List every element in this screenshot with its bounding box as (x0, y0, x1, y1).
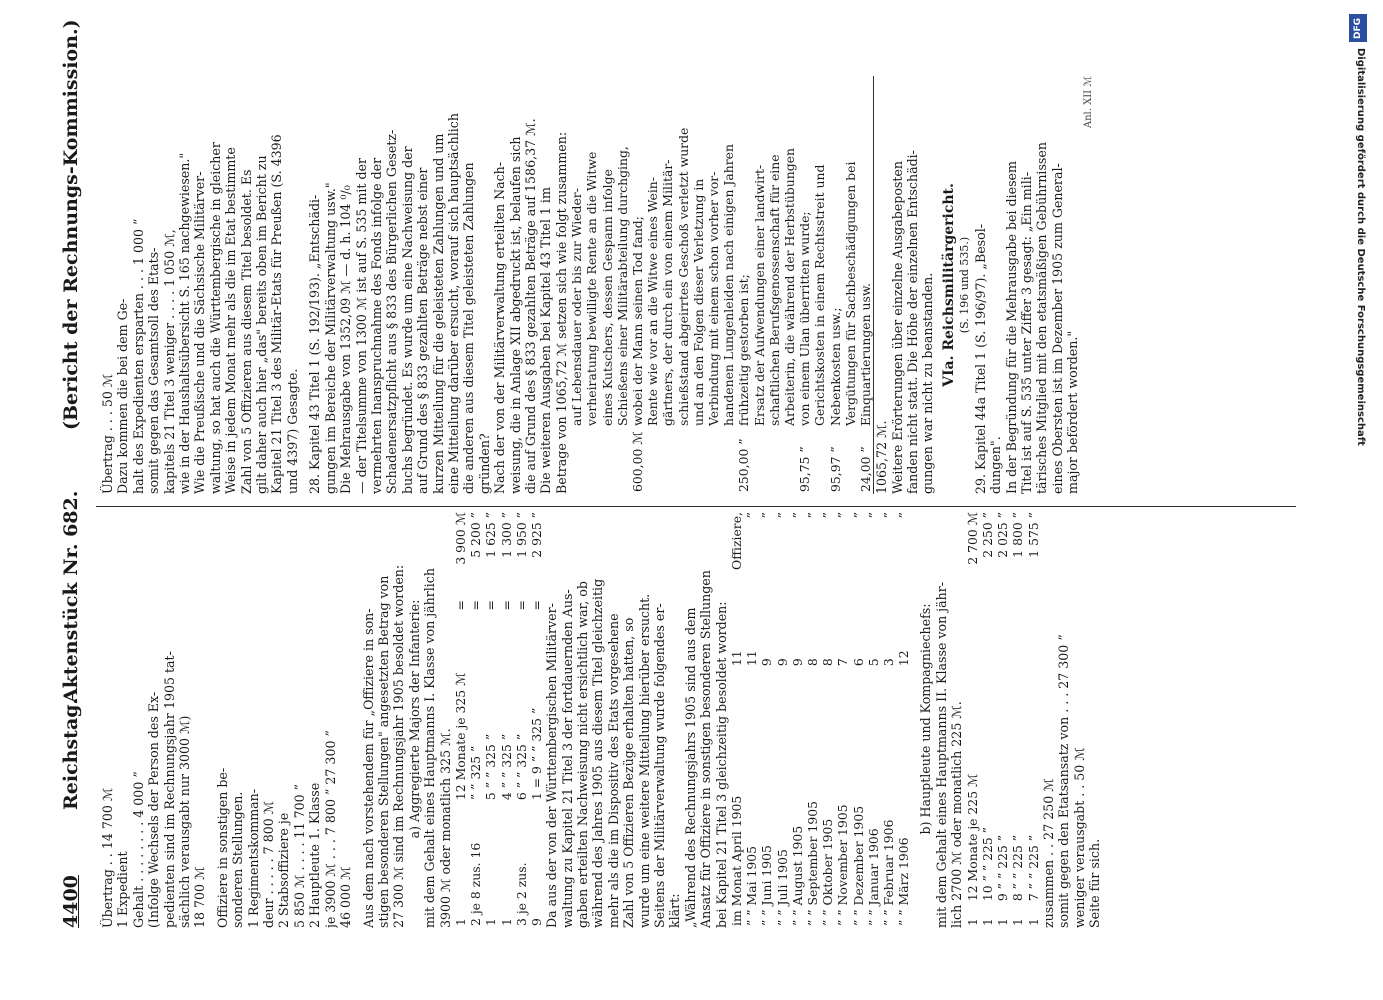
table-cell: 2 250 ” (979, 512, 995, 558)
item-amount (676, 428, 691, 494)
items-total: 1065,72 ℳ. (873, 76, 889, 494)
header-left: Reichstag. (60, 697, 82, 810)
table-row (529, 510, 544, 928)
item-text: Verbindung mit einem schon vorher vor- (706, 171, 722, 426)
table-cell: 1 (1025, 918, 1041, 926)
table-cell: 11 (744, 650, 760, 667)
table-cell: 3 900 ℳ (452, 512, 468, 565)
item-amount (812, 428, 827, 494)
table-cell: Offiziere, (729, 512, 745, 570)
text-line: „Während des Rechnungsjahrs 1905 sind aus dem (682, 607, 698, 928)
item-amount: 250,00 ” (736, 438, 752, 492)
table-cell: 1 950 ” (513, 512, 529, 558)
left-intro (100, 510, 208, 928)
text-line: gaben erteilten Nachweisung nicht ersichtlich war, ob (574, 581, 590, 928)
item-amount (600, 428, 615, 494)
right-column (100, 76, 1096, 494)
table-cell: 2 700 ℳ (964, 512, 980, 565)
table-cell: 4 ” ” 325 ” (498, 733, 514, 801)
table-cell: ” ” Oktober 1905 (820, 818, 836, 926)
table-row (499, 510, 514, 928)
table-row (615, 76, 630, 494)
table-cell: 12 Monate je 225 ℳ (964, 773, 980, 902)
item-amount (721, 428, 736, 494)
table-cell: 6 ” ” 325 ” (513, 733, 529, 801)
table-cell: 2 025 ” (995, 512, 1011, 558)
text-line: klärt: (667, 893, 683, 928)
table-row (752, 76, 767, 494)
text-line: (Infolge Wechsels der Person des Ex- (146, 691, 162, 928)
item-amount: 95,75 ” (797, 446, 813, 492)
item-amount (615, 428, 630, 494)
text-line: Dazu kommen die bei dem Ge- (115, 298, 131, 494)
table-row (805, 510, 820, 928)
text-line: Weise in jedem Monat mehr als die im Etat bestimmte (223, 147, 239, 494)
paragraph (890, 76, 936, 494)
text-line: Zahl von 5 Offizieren aus diesem Titel besoldet. Es (238, 169, 254, 494)
text-line: 2 Stabsoffiziere je (276, 812, 292, 928)
text-line: stigen besonderen Stellungen" angesetzten Betrag von (375, 575, 391, 928)
text-line: In der Begründung für die Mehrausgabe bei diesem (1003, 161, 1019, 494)
table-cell: ” (820, 512, 836, 519)
table-row (483, 510, 498, 928)
text-line: Übertrag . . . 50 ℳ (100, 373, 115, 494)
table-row (453, 510, 468, 928)
table-row (676, 76, 691, 494)
table-cell: 3 (881, 658, 897, 667)
item-amount (706, 428, 721, 494)
table-cell: 12 Monate je 325 ℳ (452, 672, 468, 801)
text-line: halt des Expedienten ersparten . . . 1 000 ” (130, 218, 146, 494)
page-number: 4400 (60, 875, 82, 928)
item-text: schießstand abgeirrtes Geschoß verletzt wurde (675, 127, 691, 426)
table-cell: 1 300 ” (498, 512, 514, 558)
table-cell: = (528, 600, 544, 611)
item-amount: 24,00 ” (858, 446, 874, 492)
table-row (782, 76, 797, 494)
table-cell: 7 (835, 658, 851, 667)
table-cell: 1 625 ” (483, 512, 499, 558)
table-row (706, 76, 721, 494)
text-line: somit gegen den Etatsansatz von . . . 27 300 ” (1056, 634, 1072, 928)
table-row (691, 76, 706, 494)
text-line: Übertrag . . 14 700 ℳ (100, 787, 115, 928)
item-amount (752, 428, 767, 494)
table-cell: 1 (452, 918, 468, 926)
item-text: Gerichtskosten in einem Rechtsstreit und (812, 164, 828, 426)
table-cell: = (513, 600, 529, 611)
table-cell: 1 575 ” (1025, 512, 1041, 558)
table-cell: 9 (789, 658, 805, 667)
item-text: handenen Lungenleiden nach einigen Jahren (721, 144, 737, 426)
column-divider (96, 506, 1296, 507)
table-cell: 1 (995, 918, 1011, 926)
table-cell: = (468, 600, 484, 611)
table-cell: 1 = 9 ” ” 325 ” (528, 707, 544, 801)
item-text: Rente wie vor an die Witwe eines Wein- (645, 177, 661, 426)
text-line: Zahl von 5 Offizieren Bezüge erhalten hatten, so (621, 617, 637, 928)
item-amount (691, 428, 706, 494)
table-row (775, 510, 790, 928)
item-amount (660, 428, 675, 494)
item-text: Nebenkosten usw.; (827, 307, 843, 426)
table-cell: ” ” 325 ” (468, 745, 484, 801)
table-cell: im Monat April 1905 (729, 795, 745, 926)
text-line: weisung, die in Anlage XII abgedruckt ist, belaufen sich (507, 136, 523, 494)
text-line: lich 2700 ℳ oder monatlich 225 ℳ. (949, 701, 965, 928)
item-text: Ersatz der Aufwendungen einer landwirt- (751, 164, 767, 426)
table-cell: ” ” Januar 1906 (865, 828, 881, 926)
text-line: gungen war nicht zu beanstanden. (920, 272, 936, 494)
item-amount (569, 428, 584, 494)
table-cell: 5 200 ” (468, 512, 484, 558)
table-row (820, 510, 835, 928)
table-row (881, 510, 896, 928)
text-line: tärisches Mitglied mit den etatsmäßigen Gebührnissen (1034, 142, 1050, 494)
table-row (721, 76, 736, 494)
table-cell: ” ” Juni 1905 (759, 845, 775, 926)
table-cell: 10 ” ” 225 ” (979, 826, 995, 902)
item-text: Vergütungen für Sachbeschädigungen bei (842, 161, 858, 426)
table-row (835, 510, 850, 928)
text-line: Schadenersatzpflicht aus § 833 des Bürgerlichen Gesetz- (384, 129, 400, 494)
paragraph-29 (973, 76, 1081, 494)
section-heading: VIa. Reichsmilitärgericht. (940, 183, 957, 387)
page-header (60, 19, 92, 928)
table-cell: ” (850, 512, 866, 519)
table-cell: ” (896, 512, 912, 519)
table-cell: 9 (528, 918, 544, 926)
text-line: Die weiteren Ausgaben bei Kapitel 43 Titel 1 im (538, 187, 554, 494)
table-row (514, 510, 529, 928)
table-row (759, 510, 774, 928)
totals (1041, 510, 1103, 928)
table-cell: ” (759, 512, 775, 519)
table-row (584, 76, 599, 494)
table-row (729, 510, 744, 928)
section-subheading: (S. 196 und 535.) (958, 236, 972, 334)
item-amount: 600,00 ℳ (630, 431, 645, 492)
table-cell: 5 (865, 658, 881, 667)
item-text: verheiratung bewilligte Rente an die Witwe (584, 151, 600, 426)
text-line: Seitens der Militärverwaltung wurde folgendes er- (652, 603, 667, 928)
text-line: je 3900 ℳ . . . 7 800 ” 27 300 ” (322, 730, 338, 928)
table-cell: 3 je 2 zus. (513, 862, 529, 926)
text-line: Offiziere in sonstigen be- (214, 767, 230, 928)
table-cell: 5 ” ” 325 ” (483, 733, 499, 801)
text-line: waltung zu Kapitel 21 Titel 3 der fortdauernden Aus- (559, 589, 575, 928)
text-line: dungen". (988, 436, 1004, 494)
text-line: Wie die Preußische und die Sächsische Militärver- (192, 171, 208, 494)
table-row (866, 510, 881, 928)
table-cell: 9 (759, 658, 775, 667)
header-middle: Aktenstück Nr. 682. (60, 490, 82, 703)
digitization-credit: Digitalisierung gefördert durch die Deutsche Forschungsgemeinschaft (1355, 48, 1366, 446)
item-text: und an den Folgen dieser Verletzung in (690, 178, 706, 426)
section-b-title: b) Hauptleute und Kompagniechefs: (918, 603, 934, 835)
table-cell: 9 ” ” 225 ” (995, 834, 1011, 902)
table-row (843, 76, 858, 494)
text-line: die auf Grund des § 833 gezahlten Beträge auf 1586,37 ℳ. (522, 118, 538, 494)
table-cell: = (498, 600, 514, 611)
text-line: Die Mehrausgabe von 1352,09 ℳ — d. h. 104 ⁰/₀ (338, 185, 354, 494)
text-line: gilt daher auch hier „das" bereits oben im Bericht zu (254, 155, 270, 494)
table-row (600, 76, 615, 494)
table-cell: 2 je 8 zus. 16 (468, 842, 484, 926)
table-row (858, 76, 873, 494)
table-cell: ” ” Mai 1905 (744, 845, 760, 926)
table-cell: ” ” März 1906 (896, 837, 912, 926)
text-line: 1 Expedient (115, 851, 131, 928)
table-cell: ” (805, 512, 821, 519)
text-line: Seite für sich. (1086, 838, 1102, 928)
item-text: Schießens einer Militärabteilung durchging, (614, 146, 630, 426)
text-line: Ansatz für Offiziere in sonstigen besonderen Stellungen (698, 570, 714, 928)
table-cell: 2 925 ” (528, 512, 544, 558)
text-line: wie in der Haushaltsübersicht S. 165 nachgewiesen." (177, 152, 193, 494)
table-cell: 6 (850, 658, 866, 667)
text-line: vermehrten Inanspruchnahme des Fonds infolge der (368, 157, 384, 494)
text-line: buchs begründet. Es wurde um eine Nachweisung der (399, 146, 415, 494)
table-cell: ” ” Juli 1905 (774, 849, 790, 926)
table-row (736, 76, 751, 494)
table-row (630, 76, 645, 494)
text-line: zusammen . . 27 250 ℳ (1040, 778, 1056, 928)
table-cell: 1 (964, 918, 980, 926)
table-b (965, 510, 1041, 928)
table-cell: ” ” September 1905 (805, 800, 821, 926)
table-row (896, 510, 911, 928)
item-amount (782, 428, 797, 494)
text-line: wurde um eine weitere Mitteilung hierüber ersucht. (636, 593, 652, 928)
text-line: während des Jahres 1905 aus diesem Titel gleichzeitig (590, 578, 606, 928)
item-text: schaftlichen Berufsgenossenschaft für eine (766, 154, 782, 426)
text-line: deur . . . . . 7 800 ℳ (261, 800, 277, 928)
months-table (729, 510, 911, 928)
table-cell: 1 800 ” (1010, 512, 1026, 558)
table-cell: ” (865, 512, 881, 519)
right-top (100, 76, 300, 494)
table-cell: ” (789, 512, 805, 519)
text-line: 28. Kapitel 43 Titel 1 (S. 192/193). „Entschädi- (307, 194, 323, 494)
item-amount (843, 428, 858, 494)
table-cell: ” ” August 1905 (789, 825, 805, 926)
text-line: — der Titelsumme von 1300 ℳ ist auf S. 535 mit der (353, 158, 369, 494)
text-line: somit gegen das Gesamtsoll des Etats- (146, 247, 162, 494)
margin-note: Anl. XII ℳ (1082, 76, 1094, 129)
table-row (995, 510, 1010, 928)
table-cell: ” ” Februar 1906 (881, 819, 897, 926)
table-cell: 1 (979, 918, 995, 926)
text-line: 3900 ℳ oder monatlich 325 ℳ. (437, 728, 453, 928)
table-cell: 7 ” ” 225 ” (1025, 834, 1041, 902)
text-line: weniger verausgabt . . 50 ℳ (1071, 747, 1087, 928)
text-line: sonderen Stellungen. (230, 791, 246, 928)
text-line: waltung, so hat auch die Württembergische in gleicher (207, 142, 223, 494)
text-line: 5 850 ℳ . . . . 11 700 ” (291, 783, 307, 928)
table-cell: 1 (483, 918, 499, 926)
text-line: bei Kapitel 21 Titel 3 gleichzeitig besoldet worden: (713, 601, 729, 928)
text-line: Betrage von 1065,72 ℳ setzen sich wie folgt zusammen: (553, 131, 569, 494)
left-column (100, 510, 1102, 928)
table-cell: 8 ” ” 225 ” (1010, 834, 1026, 902)
item-amount (584, 428, 599, 494)
text-line: gungen im Bereiche der Militärverwaltung usw." (322, 182, 338, 494)
text-line: 1 Regimentskomman- (245, 788, 261, 928)
text-line: Weitere Erörterungen über einzelne Ausgabeposten (889, 161, 905, 494)
table-row (851, 510, 866, 928)
paragraph (544, 510, 729, 928)
table-cell: 1 (1010, 918, 1026, 926)
text-line: die anderen aus diesem Titel geleisteten Zahlungen (461, 162, 477, 494)
paragraph-28 (307, 76, 569, 494)
text-line: eines Obersten ist im Dezember 1905 zum General- (1049, 163, 1065, 494)
section-a-text (422, 510, 453, 928)
table-cell: 1 (498, 918, 514, 926)
table-cell: ” (835, 512, 851, 519)
table-row (1010, 510, 1025, 928)
text-line: 27 300 ℳ sind im Rechnungsjahr 1905 besoldet worden: (391, 564, 407, 928)
table-row (468, 510, 483, 928)
header-right: (Bericht der Rechnungs-Kommission.) (60, 19, 82, 430)
text-line: Kapitel 21 Titel 3 des Militär-Etats für Preußen (S. 4396 (269, 134, 285, 494)
text-line: fanden nicht statt. Die Höhe der einzelnen Entschädi- (905, 150, 921, 494)
item-amount (767, 428, 782, 494)
table-row (767, 76, 782, 494)
item-text: Einquartierungen usw. (858, 283, 874, 426)
dfg-logo: DFG (1349, 14, 1367, 42)
table-row (744, 510, 759, 928)
table-cell: ” (774, 512, 790, 519)
text-line: 18 700 ℳ (192, 866, 208, 928)
text-line: gründen? (476, 433, 492, 494)
item-amount (645, 428, 660, 494)
items-table (569, 76, 873, 494)
text-line: 29. Kapitel 44a Titel 1 (S. 196/97). „Besol- (972, 224, 988, 494)
table-row (980, 510, 995, 928)
item-text: wobei der Mann seinen Tod fand; (630, 216, 645, 426)
table-cell: ” ” November 1905 (835, 804, 851, 926)
table-cell: = (452, 600, 468, 611)
text-line: major befördert worden." (1065, 330, 1081, 494)
section-b-text (934, 510, 965, 928)
item-text: gärtners, der durch ein von einem Militär- (660, 159, 676, 426)
item-text: auf Lebensdauer oder bis zur Wieder- (569, 188, 585, 426)
text-line: mehr als die im Dispositiv des Etats vorgesehene (605, 613, 621, 928)
text-line: Gehalt . . . . . . . . 4 000 ” (130, 771, 146, 928)
text-line: 2 Hauptleute 1. Klasse (307, 782, 323, 928)
text-line: 46 000 ℳ (338, 866, 354, 928)
text-line: und 4397) Gesagte. (284, 368, 300, 494)
table-cell: 9 (774, 658, 790, 667)
table-row (790, 510, 805, 928)
text-line: mit dem Gehalt eines Hauptmanns I. Klasse von jährlich (422, 568, 438, 928)
table-cell: ” (744, 512, 760, 519)
table-cell: 8 (805, 658, 821, 667)
item-text: frühzeitig gestorben ist; (736, 274, 752, 426)
table-cell: ” (881, 512, 897, 519)
table-row (660, 76, 675, 494)
item-text: Arbeiterin, die während der Herbstübungen (782, 148, 798, 426)
paragraph (361, 510, 407, 928)
table-cell: 11 (729, 650, 745, 667)
text-line: mit dem Gehalt eines Hauptmanns II. Klasse von jähr- (933, 582, 949, 928)
table-row (797, 76, 812, 494)
text-line: eine Mitteilung darüber ersucht, worauf sich hauptsächlich (445, 113, 461, 494)
table-row (1026, 510, 1041, 928)
officers-list (215, 510, 354, 928)
text-line: kurzen Mitteilung für die geleisteten Zahlungen und um (430, 133, 446, 494)
item-text: von einem Ulan überritten wurde; (797, 211, 813, 426)
text-line: auf Grund des § 833 gezahlten Beträge nebst einer (415, 167, 431, 494)
text-line: Aus dem nach vorstehendem für „Offiziere in son- (360, 608, 376, 928)
text-line: pedienten sind im Rechnungsjahr 1905 tat- (161, 651, 177, 928)
text-line: sächlich verausgabt nur 3000 ℳ) (177, 715, 193, 928)
table-a (453, 510, 544, 928)
text-line: kapitels 21 Titel 3 weniger . . . . 1 050 ℳ, (161, 229, 177, 494)
table-cell: ” ” Dezember 1905 (850, 805, 866, 926)
text-line: Nach der von der Militärverwaltung erteilten Nach- (492, 161, 508, 494)
text-line: Titel ist auf S. 535 unter Ziffer 3 gesagt: „Ein mili- (1018, 171, 1034, 494)
text-line: Da aus der von der Württembergischen Militärver- (544, 603, 560, 928)
table-cell: 12 (896, 650, 912, 667)
table-row (569, 76, 584, 494)
section-a-title: a) Aggregierte Majors der Infanterie: (406, 599, 422, 839)
table-row (828, 76, 843, 494)
item-amount: 95,97 ” (827, 446, 843, 492)
table-cell: = (483, 600, 499, 611)
table-row (645, 76, 660, 494)
table-row (965, 510, 980, 928)
table-cell: 8 (820, 658, 836, 667)
table-row (812, 76, 827, 494)
item-text: eines Kutschers, dessen Gespann infolge (599, 169, 615, 426)
